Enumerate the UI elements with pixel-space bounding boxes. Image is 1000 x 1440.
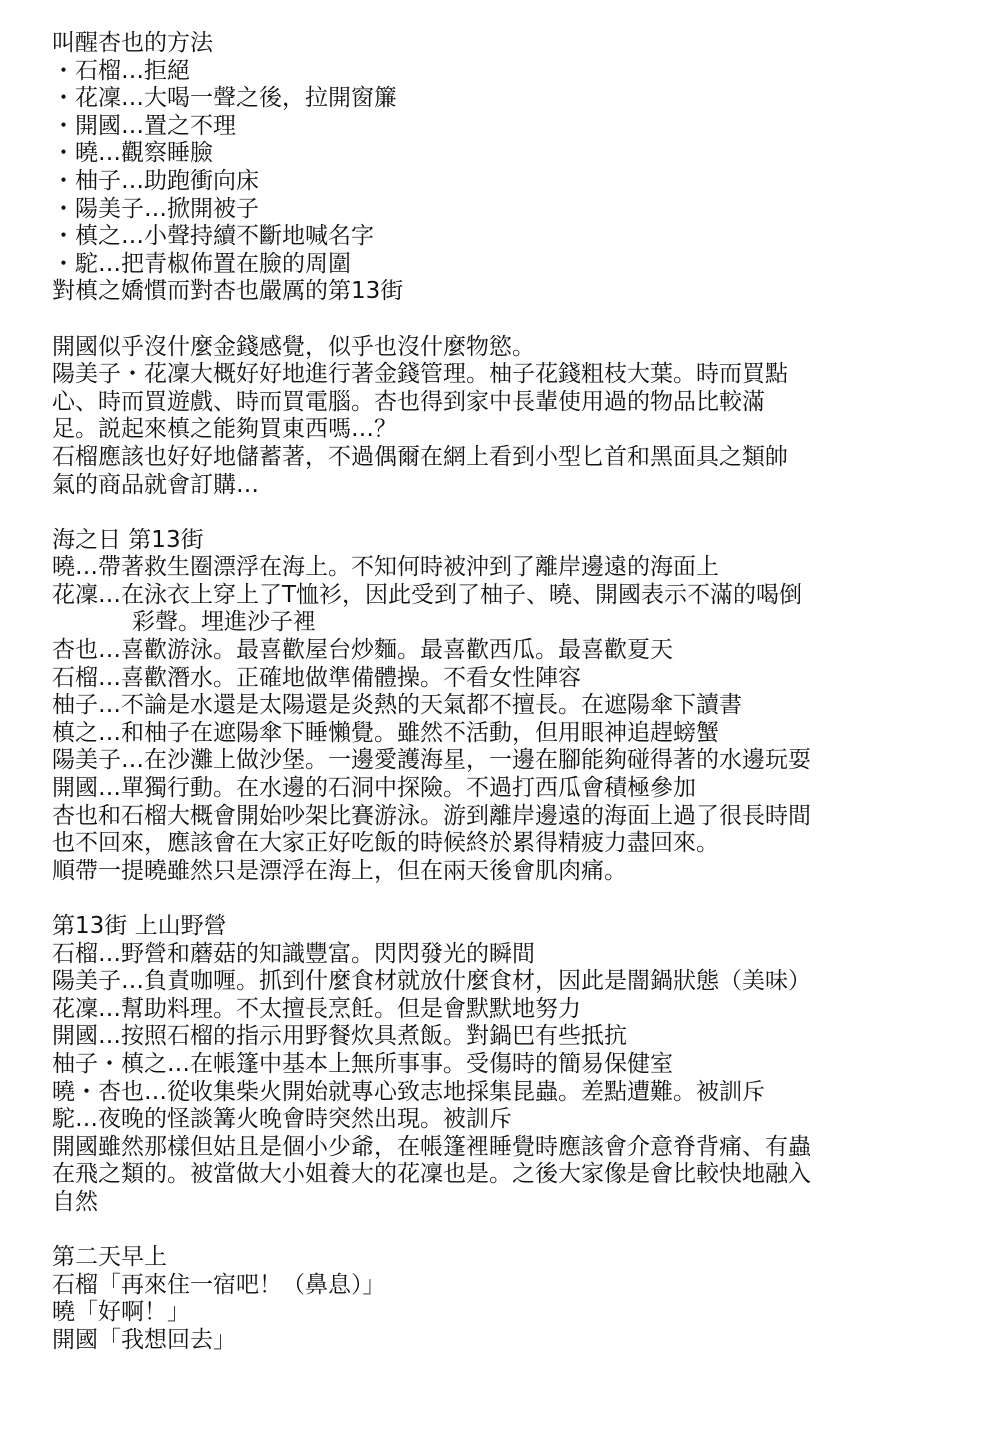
paragraph-line: 心、時而買遊戲、時而買電腦。杏也得到家中長輩使用過的物品比較滿 bbox=[52, 388, 765, 415]
paragraph-line: 足。説起來槙之能夠買東西嗎…？ bbox=[52, 416, 397, 443]
list-item: 石榴…野營和蘑菇的知識豐富。閃閃發光的瞬間 bbox=[52, 940, 535, 967]
dialogue-line: 開國「我想回去」 bbox=[52, 1326, 236, 1353]
paragraph-line: 氣的商品就會訂購… bbox=[52, 471, 259, 498]
paragraph-line: 對槙之嬌慣而對杏也嚴厲的第13街 bbox=[52, 278, 404, 305]
section-heading: 第二天早上 bbox=[52, 1244, 167, 1271]
dialogue-line: 曉「好啊！」 bbox=[52, 1299, 190, 1326]
sea-day-section bbox=[52, 527, 962, 886]
list-item: 杏也…喜歡游泳。最喜歡屋台炒麵。最喜歡西瓜。最喜歡夏天 bbox=[52, 637, 673, 664]
wake-up-methods-section bbox=[52, 30, 962, 306]
list-item: ・開國…置之不理 bbox=[52, 112, 236, 139]
camping-section bbox=[52, 913, 962, 1217]
list-item: 柚子…不論是水還是太陽還是炎熱的天氣都不擅長。在遮陽傘下讀書 bbox=[52, 692, 742, 719]
dialogue-line: 石榴「再來住一宿吧！（鼻息）」 bbox=[52, 1271, 386, 1298]
list-item: 花凜…在泳衣上穿上了T恤衫，因此受到了柚子、曉、開國表示不滿的喝倒 bbox=[52, 581, 803, 608]
list-item: 開國…單獨行動。在水邊的石洞中探險。不過打西瓜會積極參加 bbox=[52, 775, 696, 802]
paragraph-line: 杏也和石榴大概會開始吵架比賽游泳。游到離岸邊遠的海面上過了很長時間 bbox=[52, 802, 811, 829]
paragraph-line: 開國雖然那樣但姑且是個小少爺，在帳篷裡睡覺時應該會介意脊背痛、有蟲 bbox=[52, 1133, 811, 1160]
list-item: ・陽美子…掀開被子 bbox=[52, 195, 259, 222]
paragraph-line: 陽美子・花凜大概好好地進行著金錢管理。柚子花錢粗枝大葉。時而買點 bbox=[52, 361, 788, 388]
money-section bbox=[52, 334, 962, 500]
list-item: ・柚子…助跑衝向床 bbox=[52, 167, 259, 194]
list-item: ・曉…觀察睡臉 bbox=[52, 140, 213, 167]
section-heading: 叫醒杏也的方法 bbox=[52, 30, 213, 56]
list-item: ・石榴…拒絕 bbox=[52, 57, 190, 84]
paragraph-line: 順帶一提曉雖然只是漂浮在海上，但在兩天後會肌肉痛。 bbox=[52, 857, 627, 884]
list-item: 槙之…和柚子在遮陽傘下睡懶覺。雖然不活動，但用眼神追趕螃蟹 bbox=[52, 719, 719, 746]
list-item: 陽美子…在沙灘上做沙堡。一邊愛護海星，一邊在腳能夠碰得著的水邊玩耍 bbox=[52, 747, 811, 774]
list-item-continuation: 彩聲。埋進沙子裡 bbox=[132, 609, 316, 636]
list-item: ・槙之…小聲持續不斷地喊名字 bbox=[52, 223, 374, 250]
list-item: 石榴…喜歡潛水。正確地做準備體操。不看女性陣容 bbox=[52, 664, 581, 691]
paragraph-line: 開國似乎沒什麼金錢感覺，似乎也沒什麼物慾。 bbox=[52, 333, 535, 360]
list-item: 柚子・槙之…在帳篷中基本上無所事事。受傷時的簡易保健室 bbox=[52, 1050, 673, 1077]
list-item: 曉・杏也…從收集柴火開始就專心致志地採集昆蟲。差點遭難。被訓斥 bbox=[52, 1078, 765, 1105]
text-page bbox=[52, 30, 962, 1355]
paragraph-line: 自然 bbox=[52, 1188, 98, 1215]
section-heading: 海之日 第13街 bbox=[52, 526, 204, 553]
list-item: 開國…按照石榴的指示用野餐炊具煮飯。對鍋巴有些抵抗 bbox=[52, 1023, 627, 1050]
list-item: ・駝…把青椒佈置在臉的周圍 bbox=[52, 250, 351, 277]
section-heading: 第13街 上山野營 bbox=[52, 913, 227, 939]
list-item: 駝…夜晚的怪談篝火晚會時突然出現。被訓斥 bbox=[52, 1106, 512, 1133]
list-item: 曉…帶著救生圈漂浮在海上。不知何時被沖到了離岸邊遠的海面上 bbox=[52, 554, 719, 581]
list-item: 陽美子…負責咖喱。抓到什麼食材就放什麼食材，因此是闇鍋狀態（美味） bbox=[52, 968, 811, 995]
paragraph-line: 石榴應該也好好地儲蓄著，不過偶爾在網上看到小型匕首和黑面具之類帥 bbox=[52, 443, 788, 470]
list-item: 花凜…幫助料理。不太擅長烹飪。但是會默默地努力 bbox=[52, 995, 581, 1022]
list-item: ・花凜…大喝一聲之後，拉開窗簾 bbox=[52, 85, 397, 112]
paragraph-line: 也不回來，應該會在大家正好吃飯的時候終於累得精疲力盡回來。 bbox=[52, 830, 719, 857]
next-morning-section bbox=[52, 1244, 962, 1354]
paragraph-line: 在飛之類的。被當做大小姐養大的花凜也是。之後大家像是會比較快地融入 bbox=[52, 1161, 811, 1188]
